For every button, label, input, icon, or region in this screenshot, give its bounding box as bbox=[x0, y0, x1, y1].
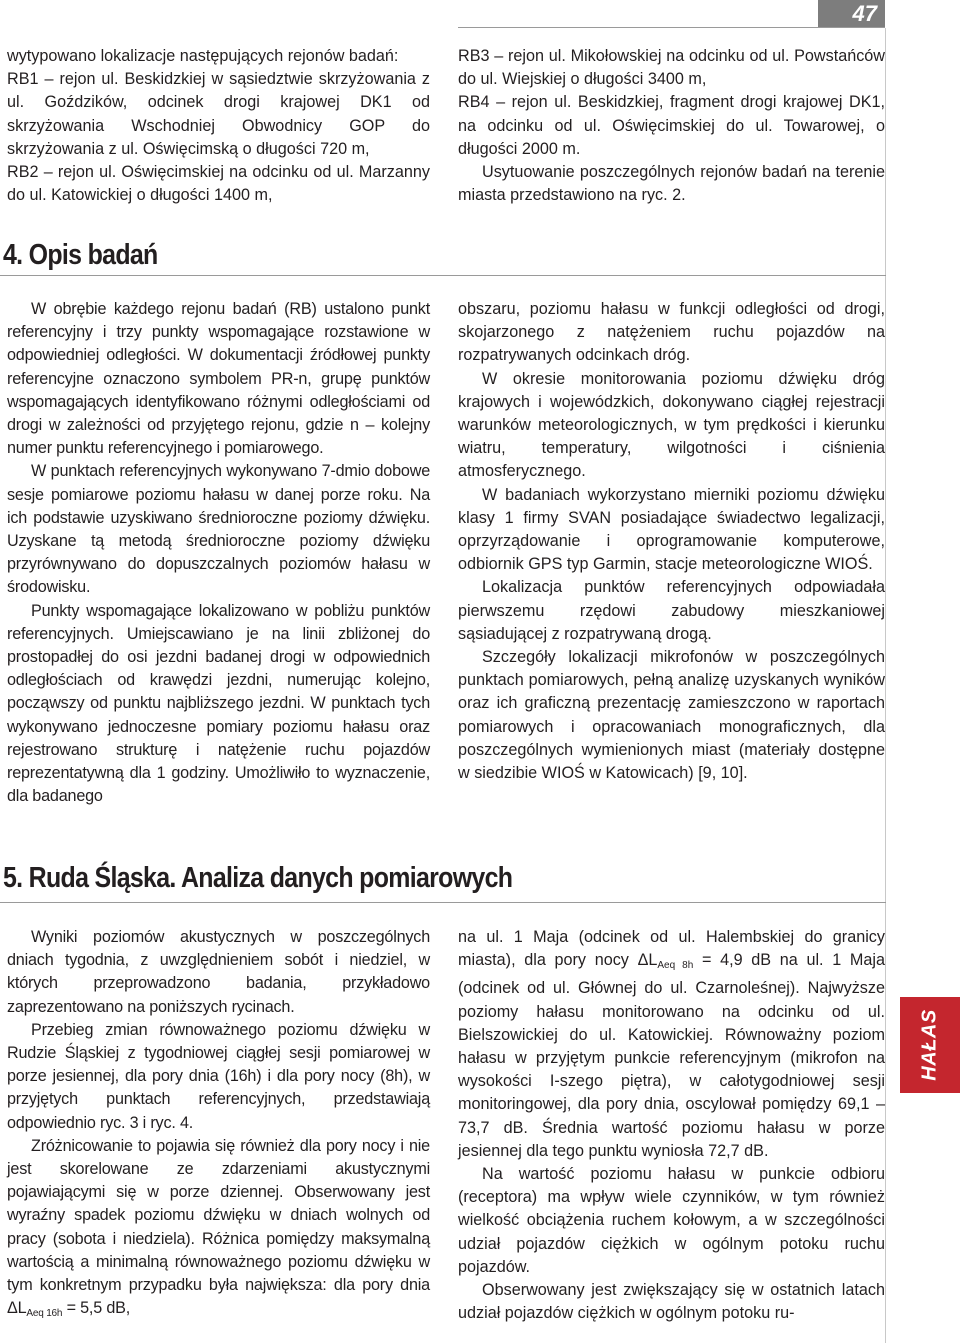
paragraph: Obserwowany jest zwiększający się w ostatnich latach udział pojazdów ciężkich w ogólnym potoku ru- bbox=[458, 1281, 885, 1323]
section-heading-4: 4. Opis badań bbox=[3, 239, 158, 271]
section4-left-column bbox=[7, 298, 430, 808]
paragraph bbox=[458, 926, 885, 1163]
paragraph-text: Zróżnicowanie to pojawia się również dla pory nocy i nie jest skorelowane ze zdarzeniami akustycznymi pojawiającymi się w porze dziennej. Obserwowany jest wyraźny spadek poziomu dźwięku w dniach wolnych od pracy (sobota i niedziela). Różnica pomiędzy maksymalną wartością a minimalną równoważnego poziomu dźwięku w tym konkretnym przypadku była największa: dla pory dnia ΔL bbox=[7, 1136, 430, 1318]
paragraph: Na wartość poziomu hałasu w punkcie odbioru (receptora) ma wpływ wiele czynników, w tym również wielkość obciążenia ruchem kołowym, a w szczególności udział pojazdów ciężkich w ogólnym potoku ruchu pojazdów. bbox=[458, 1165, 885, 1276]
paragraph: wytypowano lokalizacje następujących rejonów badań: bbox=[7, 47, 399, 65]
subscript: Aeq 16h bbox=[26, 1308, 63, 1320]
paragraph bbox=[7, 1135, 430, 1326]
paragraph: W badaniach wykorzystano mierniki poziomu dźwięku klasy 1 firmy SVAN posiadające świadectwo legalizacji, oprzyrządowanie i oprogramowanie komputerowe, odbiornik GPS typ Garmin, stacje meteorologiczne WIOŚ. bbox=[458, 485, 885, 574]
paragraph: Lokalizacja punktów referencyjnych odpowiadała pierwszemu rzędowi zabudowy mieszkaniowej sąsiadującej z rozpatrywaną drogą. bbox=[458, 578, 885, 643]
section4-right-column bbox=[458, 298, 885, 785]
paragraph-text: na ul. 1 Maja (odcinek od ul. Halembskiej do granicy miasta), dla pory nocy ΔL bbox=[458, 928, 885, 970]
paragraph: Przebieg zmian równoważnego poziomu dźwięku w Rudzie Śląskiej z tygodniowej ciągłej sesji pomiarowej w porze jesiennej, dla pory dnia (16h) i dla pory nocy (8h), w przyjętych punktach referencyjnych, przedstawiają odpowiednio ryc. 3 i ryc. 4. bbox=[7, 1020, 430, 1132]
section-divider bbox=[0, 275, 886, 276]
paragraph-text: = 5,5 dB, bbox=[62, 1299, 131, 1318]
paragraph-text: = 4,9 dB na ul. 1 Maja (odcinek od ul. Głównej do ul. Czarnoleśnej). Najwyższe poziomy hałasu monitorowano na odcinku od ul. Bielszowickiej do ul. Katowickiej. Równoważny poziom hałasu w przyjętym punkcie referencyjnym (mikrofon na wysokości I-szego piętra), w całotygodniowej sesji monitoringowej, dla pory dnia, oscylował pomiędzy 69,1 – 73,7 dB. Średnia wartość poziomu hałasu w porze jesiennej dla tego punktu wyniosła 72,7 dB. bbox=[458, 951, 885, 1160]
paragraph: RB1 – rejon ul. Beskidzkiej w sąsiedztwie skrzyżowania z ul. Goździków, odcinek drogi krajowej DK1 od skrzyżowania Wschodniej Obwodnicy GOP do skrzyżowania z ul. Oświęcimską o długości 720 m, bbox=[7, 70, 430, 158]
paragraph: Szczegóły lokalizacji mikrofonów w poszczególnych punktach pomiarowych, pełną analizę uzyskanych wyników oraz ich graficzną prezentację zamieszczono w raportach pomiarowych i opracowaniach monograficznych, dla poszczególnych wymienionych miast (materiały dostępne w siedzibie WIOŚ w Katowicach) [9, 10]. bbox=[458, 648, 885, 783]
paragraph: W okresie monitorowania poziomu dźwięku dróg krajowych i wojewódzkich, dokonywano ciągłej rejestracji warunków meteorologicznych, w tym prędkości i kierunku wiatru, temperatury, wilgotności i ciśnienia atmosferycznego. bbox=[458, 369, 885, 481]
top-left-column bbox=[7, 45, 430, 207]
paragraph: Wyniki poziomów akustycznych w poszczególnych dniach tygodnia, z uwzględnieniem sobót i niedziel, w których przeprowadzono badania, przykładowo zaprezentowano na poniższych rycinach. bbox=[7, 928, 430, 1016]
top-right-column bbox=[458, 45, 885, 207]
section-divider bbox=[0, 902, 886, 903]
side-tab-label: HAŁAS bbox=[918, 1009, 941, 1081]
section-heading-5: 5. Ruda Śląska. Analiza danych pomiarowych bbox=[3, 862, 513, 894]
paragraph: obszaru, poziomu hałasu w funkcji odległości od drogi, skojarzonego z natężeniem ruchu pojazdów na rozpatrywanych odcinkach dróg. bbox=[458, 300, 885, 365]
subscript: Aeq 8h bbox=[657, 960, 694, 972]
header-rule bbox=[458, 27, 885, 28]
margin-rule bbox=[885, 28, 886, 1343]
paragraph: RB4 – rejon ul. Beskidzkiej, fragment drogi krajowej DK1, na odcinku od ul. Oświęcimskiej do ul. Towarowej, o długości 2000 m. bbox=[458, 93, 885, 158]
paragraph: RB3 – rejon ul. Mikołowskiej na odcinku od ul. Powstańców do ul. Wiejskiej o długości 3400 m, bbox=[458, 47, 885, 89]
section5-left-column bbox=[7, 926, 430, 1325]
paragraph: W punktach referencyjnych wykonywano 7-dmio dobowe sesje pomiarowe poziomu hałasu w danej porze roku. Na ich podstawie uzyskiwano średnioroczne poziomy dźwięku. Uzyskane tą metodą średnioroczne poziomy dźwięku przyrównywano do dopuszczalnych poziomów hałasu w środowisku. bbox=[7, 462, 430, 597]
paragraph: RB2 – rejon ul. Oświęcimskiej na odcinku od ul. Marzanny do ul. Katowickiej o długości 1400 m, bbox=[7, 163, 430, 205]
paragraph: Punkty wspomagające lokalizowano w pobliżu punktów referencyjnych. Umiejscawiano je na linii zbliżonej do prostopadłej do osi jezdni badanej drogi w odpowiednich odległościach od krawędzi jezdni, numerując kolejno, począwszy od punktu najbliższego jezdni. W punktach tych wykonywano jednoczesne pomiary poziomu hałasu oraz rejestrowano strukturę i natężenie ruchu pojazdów reprezentatywną dla 1 godziny. Umożliwiło to wyznaczenie, dla badanego bbox=[7, 601, 430, 806]
paragraph: W obrębie każdego rejonu badań (RB) ustalono punkt referencyjny i trzy punkty wspomagające rozstawione w odpowiedniej odległości. W dokumentacji źródłowej punkty referencyjne oznaczono symbolem PR-n, grupę punktów wspomagających identyfikowano różnymi odległościami od drogi w zależności od przyjętego rejonu, gdzie n – kolejny numer punktu referencyjnego i pomiarowego. bbox=[7, 300, 430, 458]
paragraph: Usytuowanie poszczególnych rejonów badań na terenie miasta przedstawiono na ryc. 2. bbox=[458, 163, 885, 205]
section5-right-column bbox=[458, 926, 885, 1325]
page-number: 47 bbox=[818, 0, 885, 28]
